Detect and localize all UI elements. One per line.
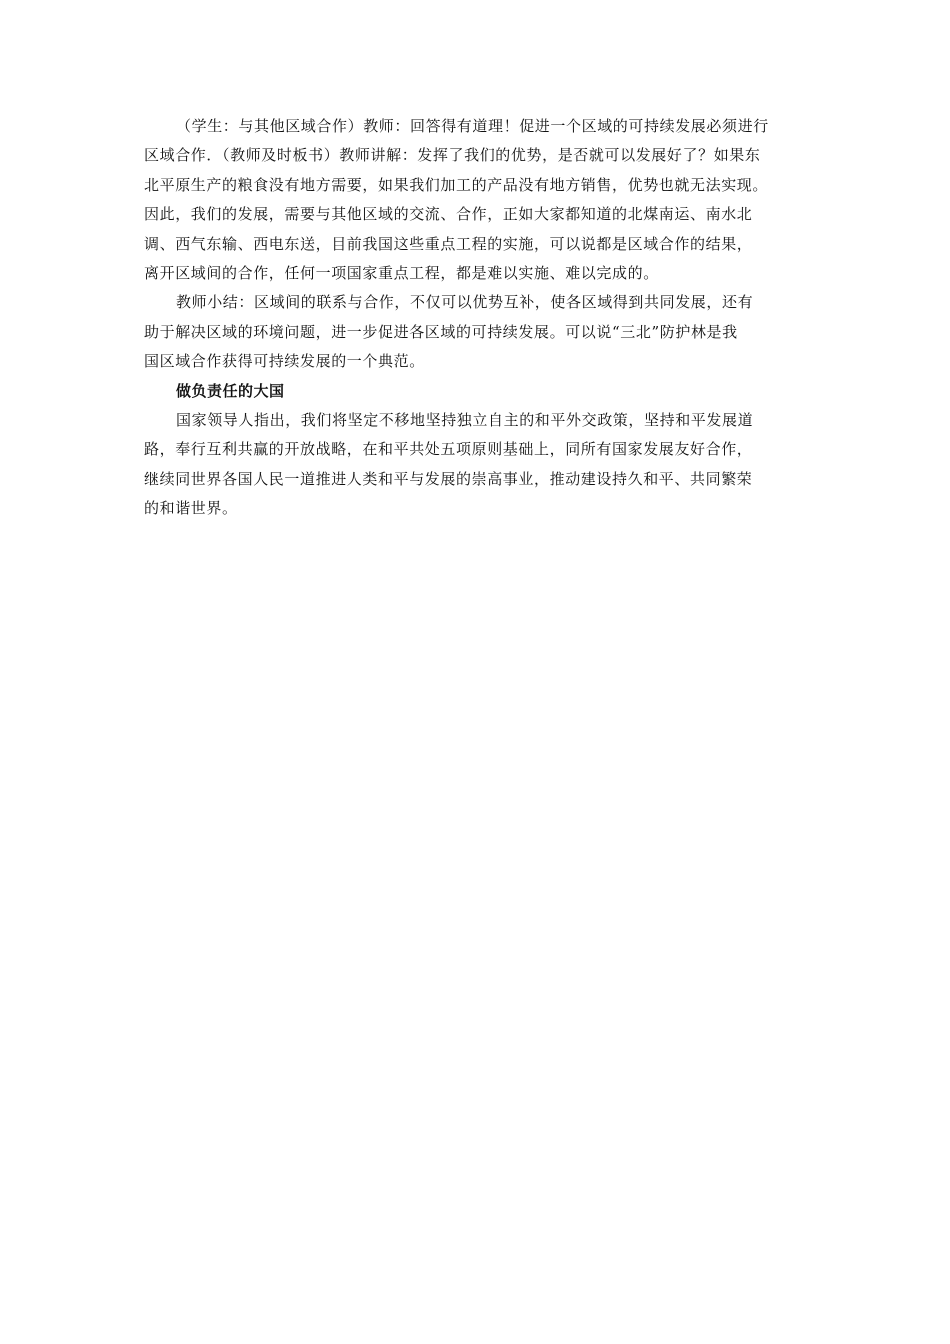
text-line: 教师小结：区域间的联系与合作，不仅可以优势互补，使各区域得到共同发展，还有 [176, 293, 754, 312]
document-body [144, 112, 806, 524]
text-line: 助于解决区域的环境问题，进一步促进各区域的可持续发展。可以说“三北”防护林是我 [144, 322, 738, 341]
text-line: 的和谐世界。 [144, 499, 238, 518]
text-line: （学生：与其他区域合作）教师：回答得有道理！促进一个区域的可持续发展必须进行 [176, 117, 769, 135]
section-heading: 做负责任的大国 [176, 381, 285, 400]
text-line: 因此，我们的发展，需要与其他区域的交流、合作，正如大家都知道的北煤南运、南水北 [144, 205, 753, 224]
text-line: 调、西气东输、西电东送，目前我国这些重点工程的实施，可以说都是区域合作的结果， [144, 234, 753, 253]
text-line: 区域合作．（教师及时板书）教师讲解：发挥了我们的优势，是否就可以发展好了？如果东 [144, 146, 761, 165]
text-line: 继续同世界各国人民一道推进人类和平与发展的崇高事业，推动建设持久和平、共同繁荣 [144, 469, 753, 488]
text-line: 国区域合作获得可持续发展的一个典范。 [144, 352, 425, 371]
paragraph-national-policy [144, 406, 806, 524]
paragraph-teacher-dialogue [144, 112, 806, 288]
text-line: 北平原生产的粮食没有地方需要，如果我们加工的产品没有地方销售，优势也就无法实现。 [144, 175, 769, 194]
text-line: 离开区域间的合作，任何一项国家重点工程，都是难以实施、难以完成的。 [144, 264, 659, 283]
text-line: 路，奉行互利共赢的开放战略，在和平共处五项原则基础上，同所有国家发展友好合作， [144, 440, 753, 459]
paragraph-teacher-summary [144, 288, 806, 376]
text-line: 国家领导人指出，我们将坚定不移地坚持独立自主的和平外交政策，坚持和平发展道 [176, 411, 754, 430]
